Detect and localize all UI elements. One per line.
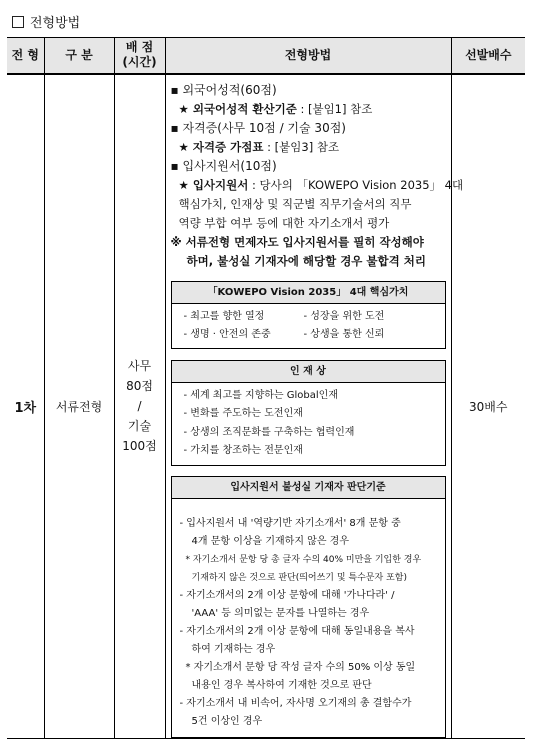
cell-multiple: 30배수: [451, 74, 525, 739]
points-line: 100점: [122, 439, 157, 453]
vision-box: [171, 281, 446, 349]
talent-box-title: 인 재 상: [172, 361, 445, 383]
criteria-box-title: 입사지원서 불성실 기재자 판단기준: [172, 477, 445, 499]
criteria-line: - 자기소개서 내 비속어, 자사명 오기재의 총 결함수가: [179, 697, 412, 709]
method-subitem-cont: 역량 부합 여부 등에 대한 자기소개서 평가: [178, 215, 390, 230]
method-item: ▪ 자격증(사무 10점 / 기술 30점): [170, 120, 346, 135]
cell-category: 서류전형: [44, 74, 114, 739]
points-line: /: [137, 399, 142, 413]
criteria-line: * 자기소개서 문항 당 작성 글자 수의 50% 이상 동일: [185, 661, 416, 673]
table-row: [7, 74, 525, 739]
vision-value: - 성장을 위한 도전: [303, 310, 385, 322]
method-subitem: ★ 외국어성적 환산기준 : [붙임1] 참조: [178, 101, 373, 116]
cell-method: [165, 74, 464, 739]
exemption-note-cont: 하며, 불성실 기재자에 해당할 경우 불합격 처리: [186, 253, 426, 268]
criteria-line: - 입사지원서 내 '역량기반 자기소개서' 8개 문항 중: [179, 517, 401, 529]
method-subitem: ★ 입사지원서 : 당사의 「KOWEPO Vision 2035」 4대: [178, 177, 464, 192]
header-points-line2: (시간): [122, 55, 157, 70]
talent-item: - 가치를 창조하는 전문인재: [183, 445, 303, 456]
criteria-line: 5건 이상인 경우: [191, 715, 263, 727]
points-line: 사무: [127, 359, 152, 373]
vision-row: [184, 326, 437, 344]
criteria-line: - 자기소개서의 2개 이상 문항에 대해 동일내용을 복사: [179, 625, 415, 637]
method-item: ▪ 입사지원서(10점): [170, 158, 277, 173]
talent-item: - 변화를 주도하는 도전인재: [183, 408, 303, 419]
method-subitem: ★ 자격증 가점표 : [붙임3] 참조: [178, 139, 340, 154]
criteria-line: * 자기소개서 문항 당 총 글자 수의 40% 미만을 기입한 경우: [185, 554, 422, 565]
method-item: ▪ 외국어성적(60점): [170, 82, 277, 97]
section-title-text: 전형방법: [30, 16, 81, 31]
header-stage: 전 형: [7, 38, 44, 74]
criteria-box: [171, 476, 446, 738]
vision-value: - 상생을 통한 신뢰: [303, 328, 385, 340]
cell-points: [114, 74, 165, 739]
header-points-line1: 배 점: [125, 40, 154, 55]
exemption-note: ※ 서류전형 면제자도 입사지원서를 필히 작성해야: [170, 234, 424, 249]
header-category: 구 분: [44, 38, 114, 74]
method-subitem-cont: 핵심가치, 인재상 및 직군별 직무기술서의 직무: [178, 196, 412, 211]
vision-value: - 최고를 향한 열정: [183, 310, 265, 322]
cell-stage: 1차: [7, 74, 44, 739]
criteria-line: 기재하지 않은 것으로 판단(띄어쓰기 및 특수문자 포함): [191, 572, 407, 583]
criteria-line: 'AAA' 등 의미없는 문자를 나열하는 경우: [191, 607, 370, 619]
talent-box: [171, 360, 446, 466]
criteria-line: 4개 문항 이상을 기재하지 않은 경우: [191, 535, 349, 547]
vision-box-title: 「KOWEPO Vision 2035」 4대 핵심가치: [172, 282, 445, 304]
criteria-line: 하여 기재하는 경우: [191, 643, 276, 655]
section-heading: [12, 12, 80, 31]
selection-method-table: [7, 37, 525, 739]
vision-row: [184, 308, 437, 326]
header-method: 전형방법: [165, 38, 451, 74]
points-line: 80점: [126, 379, 153, 393]
talent-item: - 상생의 조직문화를 구축하는 협력인재: [183, 426, 355, 438]
points-line: 기술: [127, 419, 152, 433]
header-points: [114, 38, 165, 74]
criteria-line: - 자기소개서의 2개 이상 문항에 대해 '가나다라' /: [179, 589, 395, 601]
vision-value: - 생명 · 안전의 존중: [183, 328, 271, 340]
talent-item: - 세계 최고를 지향하는 Global인재: [183, 389, 338, 401]
table-header-row: [7, 38, 525, 74]
header-multiple: 선발배수: [451, 38, 525, 74]
checkbox-icon: [12, 16, 24, 28]
criteria-line: 내용인 경우 복사하여 기재한 것으로 판단: [191, 679, 372, 691]
